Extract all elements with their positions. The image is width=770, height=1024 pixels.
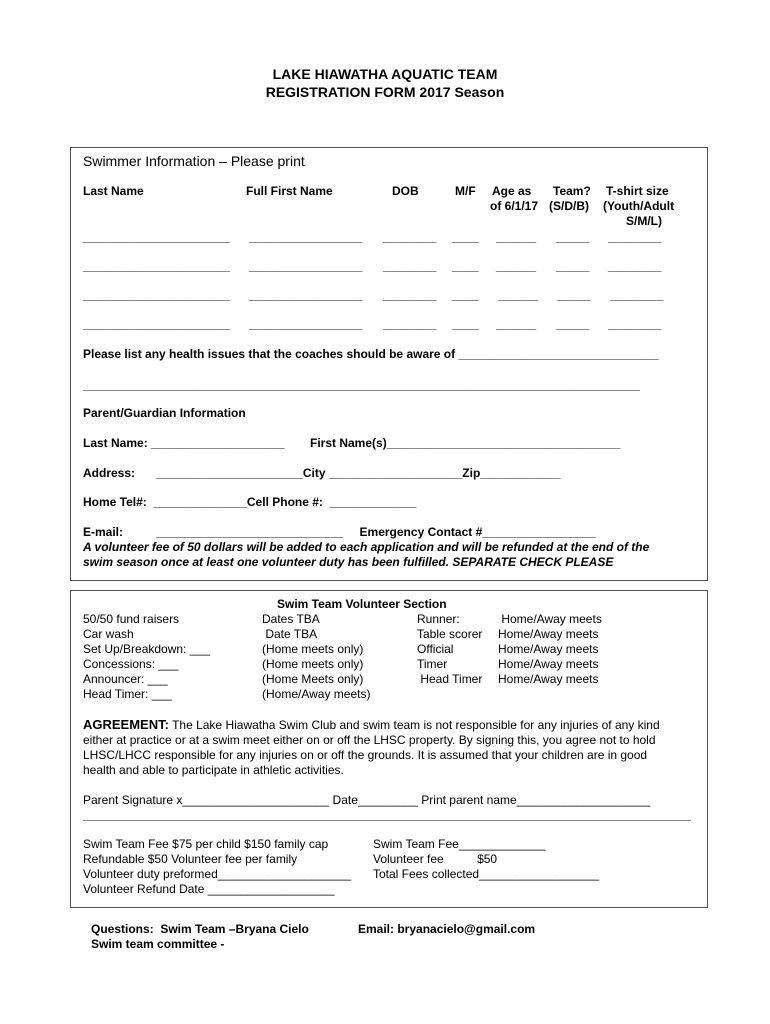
parent-signature-field[interactable]: Parent Signature x______________________ Date_________ Print parent name____________________ — [83, 793, 651, 807]
address-field[interactable]: ______________________City ____________________Zip____________ — [156, 466, 561, 480]
volunteer-role[interactable]: Head Timer: ___ — [83, 687, 172, 701]
volunteer-role[interactable]: Announcer: ___ — [83, 672, 168, 686]
mf-blank[interactable]: ____ — [452, 288, 479, 302]
dob-blank[interactable]: ________ — [383, 317, 437, 331]
contact-email[interactable]: Email: bryanacielo@gmail.com — [358, 922, 536, 936]
volunteer-date: Home/Away meets — [498, 612, 602, 626]
questions-contact: Questions: Swim Team –Bryana Cielo — [91, 922, 309, 936]
agreement-text — [83, 717, 660, 732]
address-label: Address: — [83, 466, 136, 480]
volunteer-role[interactable]: Concessions: ___ — [83, 657, 179, 671]
dob-blank[interactable]: ________ — [383, 230, 437, 244]
health-issues-field[interactable]: Please list any health issues that the coaches should be aware of ______________________________ — [83, 347, 659, 361]
team-blank[interactable]: _____ — [556, 259, 590, 273]
mf-blank[interactable]: ____ — [452, 259, 479, 273]
last-name-blank[interactable]: ______________________ — [83, 317, 230, 331]
fee-line: Volunteer fee $50 — [373, 852, 498, 866]
col-tshirt-line1: T-shirt size — [606, 184, 669, 198]
fee-line[interactable]: Swim Team Fee_____________ — [373, 837, 546, 851]
volunteer-role[interactable]: Head Timer — [417, 672, 483, 686]
agreement-line-1: The Lake Hiawatha Swim Club and swim team is not responsible for any injuries of any kind — [168, 718, 660, 732]
volunteer-date: Home/Away meets — [498, 672, 599, 686]
tshirt-blank[interactable]: ________ — [608, 317, 662, 331]
col-team-line1: Team? — [553, 184, 591, 198]
tshirt-blank[interactable]: ________ — [608, 259, 662, 273]
agreement-line-2: either at practice or at a swim meet either on or off the LHSC property. By signing this, you agree not to hold — [83, 733, 656, 747]
agreement-line-4: health and able to participate in athletic activities. — [83, 763, 344, 777]
col-mf: M/F — [455, 184, 476, 198]
col-age-line2: of 6/1/17 — [490, 199, 539, 213]
tshirt-blank[interactable]: ________ — [610, 288, 664, 302]
volunteer-fee-note-2: swim season once at least one volunteer duty has been fulfilled. SEPARATE CHECK PLEASE — [83, 555, 614, 569]
health-issues-line[interactable]: ______________________________________________________________________________________ — [83, 378, 640, 392]
guardian-first-name-field[interactable]: First Name(s)___________________________________ — [310, 436, 621, 450]
fee-line[interactable]: Volunteer duty preformed____________________ — [83, 867, 352, 881]
mf-blank[interactable]: ____ — [452, 317, 479, 331]
agreement-label: AGREEMENT: — [83, 717, 169, 732]
team-blank[interactable]: _____ — [556, 230, 590, 244]
volunteer-date: Home/Away meets — [498, 657, 599, 671]
age-blank[interactable]: ______ — [496, 259, 537, 273]
age-blank[interactable]: ______ — [496, 230, 537, 244]
volunteer-role[interactable]: Table scorer — [417, 627, 483, 641]
tshirt-blank[interactable]: ________ — [608, 230, 662, 244]
fee-line: Refundable $50 Volunteer fee per family — [83, 852, 298, 866]
first-name-blank[interactable]: _________________ — [249, 317, 363, 331]
age-blank[interactable]: ______ — [496, 317, 537, 331]
volunteer-role[interactable]: Set Up/Breakdown: ___ — [83, 642, 210, 656]
volunteer-role[interactable]: Car wash — [83, 627, 134, 641]
phone-field[interactable]: Home Tel#: ______________Cell Phone #: _____________ — [83, 495, 417, 509]
col-team-line2: (S/D/B) — [549, 199, 589, 213]
volunteer-date: Date TBA — [262, 627, 318, 641]
guardian-section-title: Parent/Guardian Information — [83, 406, 246, 420]
volunteer-date: (Home/Away meets) — [262, 687, 371, 701]
col-tshirt-line2: (Youth/Adult — [603, 199, 675, 213]
team-blank[interactable]: _____ — [556, 317, 590, 331]
fee-line[interactable]: Volunteer Refund Date ___________________ — [83, 882, 335, 896]
guardian-last-name-field[interactable]: Last Name: ____________________ — [83, 436, 285, 450]
col-age-line1: Age as — [492, 184, 532, 198]
swimmer-section-title: Swimmer Information – Please print — [83, 153, 305, 169]
first-name-blank[interactable]: _________________ — [249, 288, 363, 302]
form-subtitle: REGISTRATION FORM 2017 Season — [265, 84, 505, 100]
volunteer-date: (Home meets only) — [262, 657, 364, 671]
volunteer-role[interactable]: Official — [417, 642, 454, 656]
volunteer-date: Home/Away meets — [498, 627, 599, 641]
last-name-blank[interactable]: ______________________ — [83, 259, 230, 273]
col-last-name: Last Name — [83, 184, 144, 198]
dob-blank[interactable]: ________ — [383, 259, 437, 273]
age-blank[interactable]: ______ — [498, 288, 539, 302]
team-blank[interactable]: _____ — [557, 288, 591, 302]
divider — [83, 820, 691, 821]
last-name-blank[interactable]: ______________________ — [83, 230, 230, 244]
fee-line[interactable]: Total Fees collected__________________ — [373, 867, 600, 881]
volunteer-role[interactable]: Timer — [417, 657, 448, 671]
email-label: E-mail: — [83, 525, 124, 539]
first-name-blank[interactable]: _________________ — [249, 259, 363, 273]
agreement-line-3: LHSC/LHCC responsible for any injuries on or off the grounds. It is assumed that your children are in good — [83, 748, 648, 762]
last-name-blank[interactable]: ______________________ — [83, 288, 230, 302]
col-first-name: Full First Name — [246, 184, 333, 198]
col-dob: DOB — [392, 184, 419, 198]
volunteer-date: Dates TBA — [262, 612, 320, 626]
email-emergency-field[interactable]: ____________________________ Emergency Contact #_________________ — [156, 525, 596, 539]
form-title: LAKE HIAWATHA AQUATIC TEAM — [272, 66, 498, 82]
mf-blank[interactable]: ____ — [452, 230, 479, 244]
fee-line: Swim Team Fee $75 per child $150 family cap — [83, 837, 329, 851]
volunteer-date: (Home meets only) — [262, 642, 364, 656]
col-tshirt-line3: S/M/L) — [626, 214, 662, 228]
dob-blank[interactable]: ________ — [383, 288, 437, 302]
volunteer-fee-note: A volunteer fee of 50 dollars will be added to each application and will be refunded at the end of the — [83, 540, 650, 554]
volunteer-role[interactable]: 50/50 fund raisers — [83, 612, 180, 626]
volunteer-date: Home/Away meets — [498, 642, 599, 656]
volunteer-role[interactable]: Runner: — [417, 612, 460, 626]
volunteer-section-title: Swim Team Volunteer Section — [277, 597, 447, 611]
committee-contact: Swim team committee - — [91, 937, 225, 951]
volunteer-date: (Home Meets only) — [262, 672, 364, 686]
first-name-blank[interactable]: _________________ — [249, 230, 363, 244]
